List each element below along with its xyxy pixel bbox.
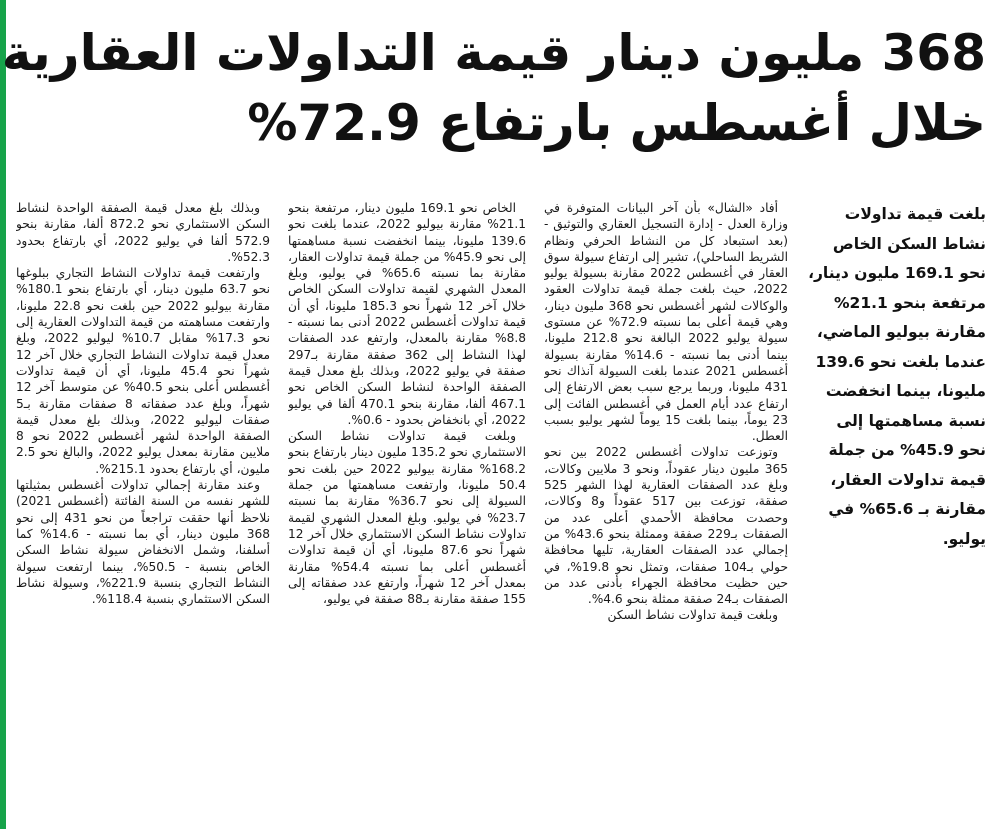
article-column-3 xyxy=(16,200,270,820)
headline-line-2: خلال أغسطس بارتفاع 72.9% xyxy=(247,94,986,152)
paragraph: وتوزعت تداولات أغسطس 2022 بين نحو 365 مليون دينار عقوداً، ونحو 3 ملايين وكالات، وبلغ عدد الصفقات العقارية لهذا الشهر 525 صفقة، توزعت بين 517 عقوداً و8 وكالات، وحصدت محافظة الأحمدي أعلى عدد من الصفقات بـ229 صفقة وممثلة بنحو 43.6% من إجمالي عدد الصفقات العقارية، تليها محافظة حولي بـ104 صفقات، وتمثل نحو 19.8%، في حين حظيت محافظة الجهراء بأدنى عدد من الصفقات بـ24 صفقة ممثلة بنحو 4.6%. xyxy=(544,445,788,607)
paragraph: وعند مقارنة إجمالي تداولات أغسطس بمثيلتها للشهر نفسه من السنة الفائتة (أغسطس 2021) نلاحظ أنها حققت تراجعاً من نحو 431 إلى نحو 368 مليون دينار، أي بما نسبته - 14.6% كما أسلفنا، وشمل الانخفاض سيولة نشاط السكن الخاص بنسبة - 50.5%، بينما ارتفعت سيولة النشاط التجاري بنسبة 221.9%، وسيولة نشاط السكن الاستثماري بنسبة 118.4%. xyxy=(16,478,270,607)
article-column-1 xyxy=(544,200,788,820)
left-accent-rule xyxy=(0,0,6,829)
sidebar-summary: بلغت قيمة تداولات نشاط السكن الخاص نحو 169.1 مليون دينار، مرتفعة بنحو 21.1% مقارنة بيوليو الماضي، عندما بلغت نحو 139.6 مليونا، بينما انخفضت نسبة مساهمتها إلى نحو 45.9% من جملة قيمة تداولات العقار، مقارنة بـ 65.6% في يوليو. xyxy=(808,205,986,548)
paragraph: أفاد «الشال» بأن آخر البيانات المتوفرة في وزارة العدل - إدارة التسجيل العقاري والتوثيق - (بعد استبعاد كل من النشاط الحرفي ونظام الشريط الساحلي)، تشير إلى ارتفاع سيولة سوق العقار في أغسطس 2022 مقارنة بسيولة يوليو 2022، حيث بلغت جملة قيمة تداولات العقود والوكالات لشهر أغسطس نحو 368 مليون دينار، وهي قيمة أعلى بما نسبته 72.9% عن مستوى سيولة يوليو 2022 البالغة نحو 212.8 مليونا، بينما أدنى بما نسبته - 14.6% مقارنة بسيولة أغسطس 2021 عندما بلغت السيولة آنذاك نحو 431 مليونا، وربما يرجع سبب بعض الارتفاع إلى ارتفاع عدد أيام العمل في أغسطس الفائت إلى 23 يوماً، بينما بلغت 15 يوماً لشهر يوليو بسبب العطل. xyxy=(544,201,788,444)
article-column-2 xyxy=(288,200,526,820)
paragraph: وارتفعت قيمة تداولات النشاط التجاري ببلوغها نحو 63.7 مليون دينار، أي بارتفاع بنحو 180.1% مقارنة بيوليو 2022 حين بلغت نحو 22.8 مليونا، وارتفعت مساهمته من قيمة التداولات العقارية إلى نحو 17.3% مقابل 10.7% ليوليو 2022، وبلغ معدل قيمة تداولات النشاط التجاري خلال آخر 12 شهراً نحو 45.4 مليونا، أي أن قيمة تداولات أغسطس أعلى بنحو 40.5% عن متوسط آخر 12 شهراً، وبلغ عدد صفقاته 8 صفقات مقارنة بـ5 صفقات ليوليو 2022، وبذلك بلغ معدل قيمة الصفقة الواحدة لشهر أغسطس 2022 نحو 8 ملايين مقارنة بمعدل يوليو 2022، والبالغ نحو 2.5 مليون، أي بارتفاع بحدود 215.1%. xyxy=(16,266,270,476)
paragraph: وبلغت قيمة تداولات نشاط السكن xyxy=(607,608,778,623)
paragraph: وبلغت قيمة تداولات نشاط السكن الاستثماري نحو 135.2 مليون دينار بارتفاع بنحو 168.2% مقارنة بيوليو 2022 حين بلغت نحو 50.4 مليونا، وارتفعت مساهمتها من جملة السيولة إلى نحو 36.7% مقارنة بما نسبته 23.7% في يوليو. وبلغ المعدل الشهري لقيمة تداولات نشاط السكن الاستثماري خلال آخر 12 شهراً نحو 87.6 مليونا، أي أن قيمة تداولات أغسطس أعلى بما نسبته 54.4% مقارنة بمعدل آخر 12 شهراً، وارتفع عدد صفقاته إلى 155 صفقة مقارنة بـ88 صفقة في يوليو، xyxy=(288,429,526,607)
headline-line-1: 368 مليون دينار قيمة التداولات العقارية xyxy=(1,24,986,82)
headline xyxy=(1,18,986,158)
paragraph: وبذلك بلغ معدل قيمة الصفقة الواحدة لنشاط السكن الاستثماري نحو 872.2 ألفا، مقارنة بنحو 572.9 ألفا في يوليو 2022، أي بارتفاع بحدود 52.3%. xyxy=(16,201,270,264)
paragraph: الخاص نحو 169.1 مليون دينار، مرتفعة بنحو 21.1% مقارنة بيوليو 2022، عندما بلغت نحو 139.6 مليونا، بينما انخفضت نسبة مساهمتها إلى نحو 45.9% من جملة قيمة تداولات العقار، مقارنة بما نسبته 65.6% في يوليو، وبلغ المعدل الشهري لقيمة تداولات السكن الخاص خلال آخر 12 شهراً نحو 185.3 مليونا، أي أن قيمة تداولات أغسطس 2022 أدنى بما نسبته - 8.8% مقارنة بالمعدل، وارتفع عدد الصفقات لهذا النشاط إلى 362 صفقة مقارنة بـ297 صفقة في يوليو 2022، وبذلك بلغ معدل قيمة الصفقة الواحدة لنشاط السكن الخاص نحو 467.1 ألفا، مقارنة بنحو 470.1 ألفا في يوليو 2022، أي بانخفاض بحدود - 0.6%. xyxy=(288,201,526,427)
